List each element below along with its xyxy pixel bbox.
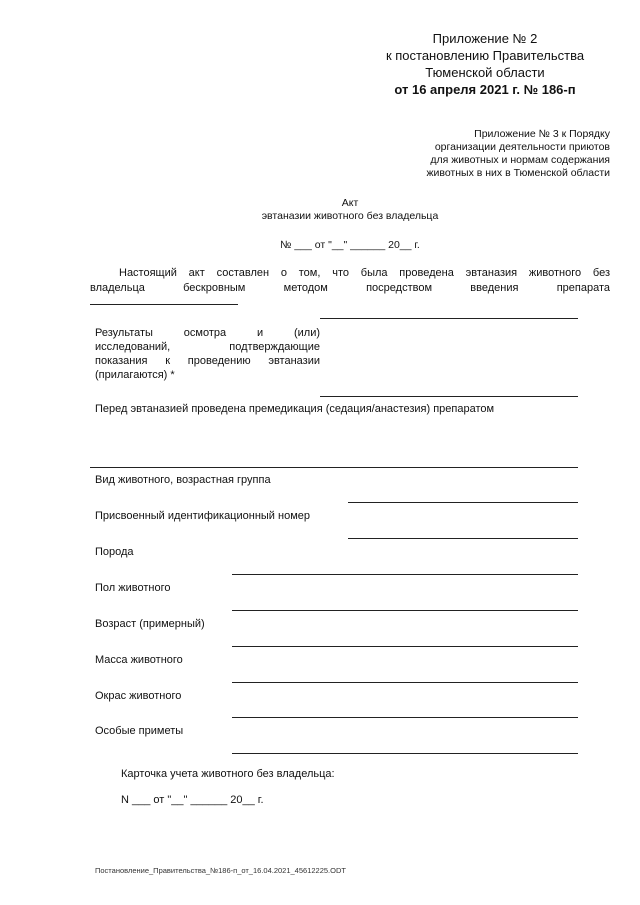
card-number-line: N ___ от "__" ______ 20__ г. <box>121 794 264 806</box>
intro-line-2: владельца бескровным методом посредством введения препарата <box>90 282 610 294</box>
species-line[interactable] <box>348 502 578 503</box>
breed-label: Порода <box>95 546 134 558</box>
header-line-4: от 16 апреля 2021 г. № 186-п <box>394 82 576 97</box>
age-line[interactable] <box>232 646 578 647</box>
species-label: Вид животного, возрастная группа <box>95 474 271 486</box>
color-line[interactable] <box>232 717 578 718</box>
drug-input-line[interactable] <box>90 304 238 305</box>
card-label: Карточка учета животного без владельца: <box>121 768 335 780</box>
header-line-3: Тюменской области <box>425 65 545 80</box>
title-subject: эвтаназии животного без владельца <box>261 210 439 222</box>
exam-line-3: показания к проведению эвтаназии <box>95 355 320 367</box>
exam-top-line[interactable] <box>320 318 578 319</box>
weight-label: Масса животного <box>95 654 183 666</box>
header-line-1: Приложение № 2 <box>432 31 538 46</box>
marks-label: Особые приметы <box>95 725 184 737</box>
header-line-2: к постановлению Правительства <box>385 48 585 63</box>
sex-line[interactable] <box>232 610 578 611</box>
marks-line[interactable] <box>232 753 578 754</box>
premedication-line[interactable] <box>90 467 578 468</box>
subheader-line-2: организации деятельности приютов <box>434 141 610 153</box>
sex-label: Пол животного <box>95 582 171 594</box>
subheader-line-4: животных в них в Тюменской области <box>426 167 610 179</box>
breed-line[interactable] <box>232 574 578 575</box>
premedication-label: Перед эвтаназией проведена премедикация (седация/анастезия) препаратом <box>95 403 495 415</box>
weight-line[interactable] <box>232 682 578 683</box>
age-label: Возраст (примерный) <box>95 618 205 630</box>
exam-bottom-line[interactable] <box>320 396 578 397</box>
exam-line-2: исследований, подтверждающие <box>95 341 320 353</box>
subheader-line-3: для животных и нормам содержания <box>430 154 610 166</box>
id-number-label: Присвоенный идентификационный номер <box>95 510 310 522</box>
subheader-line-1: Приложение № 3 к Порядку <box>474 128 610 140</box>
footer-filename: Постановление_Правительства_№186-п_от_16.04.2021_45612225.ODT <box>95 866 346 875</box>
exam-line-4: (прилагаются) * <box>95 369 175 381</box>
title-act: Акт <box>341 197 359 209</box>
exam-line-1: Результаты осмотра и (или) <box>95 327 320 339</box>
act-number-line: № ___ от "__" ______ 20__ г. <box>280 239 420 251</box>
intro-line-1: Настоящий акт составлен о том, что была проведена эвтаназия животного без <box>119 267 610 279</box>
id-number-line[interactable] <box>348 538 578 539</box>
color-label: Окрас животного <box>95 690 182 702</box>
